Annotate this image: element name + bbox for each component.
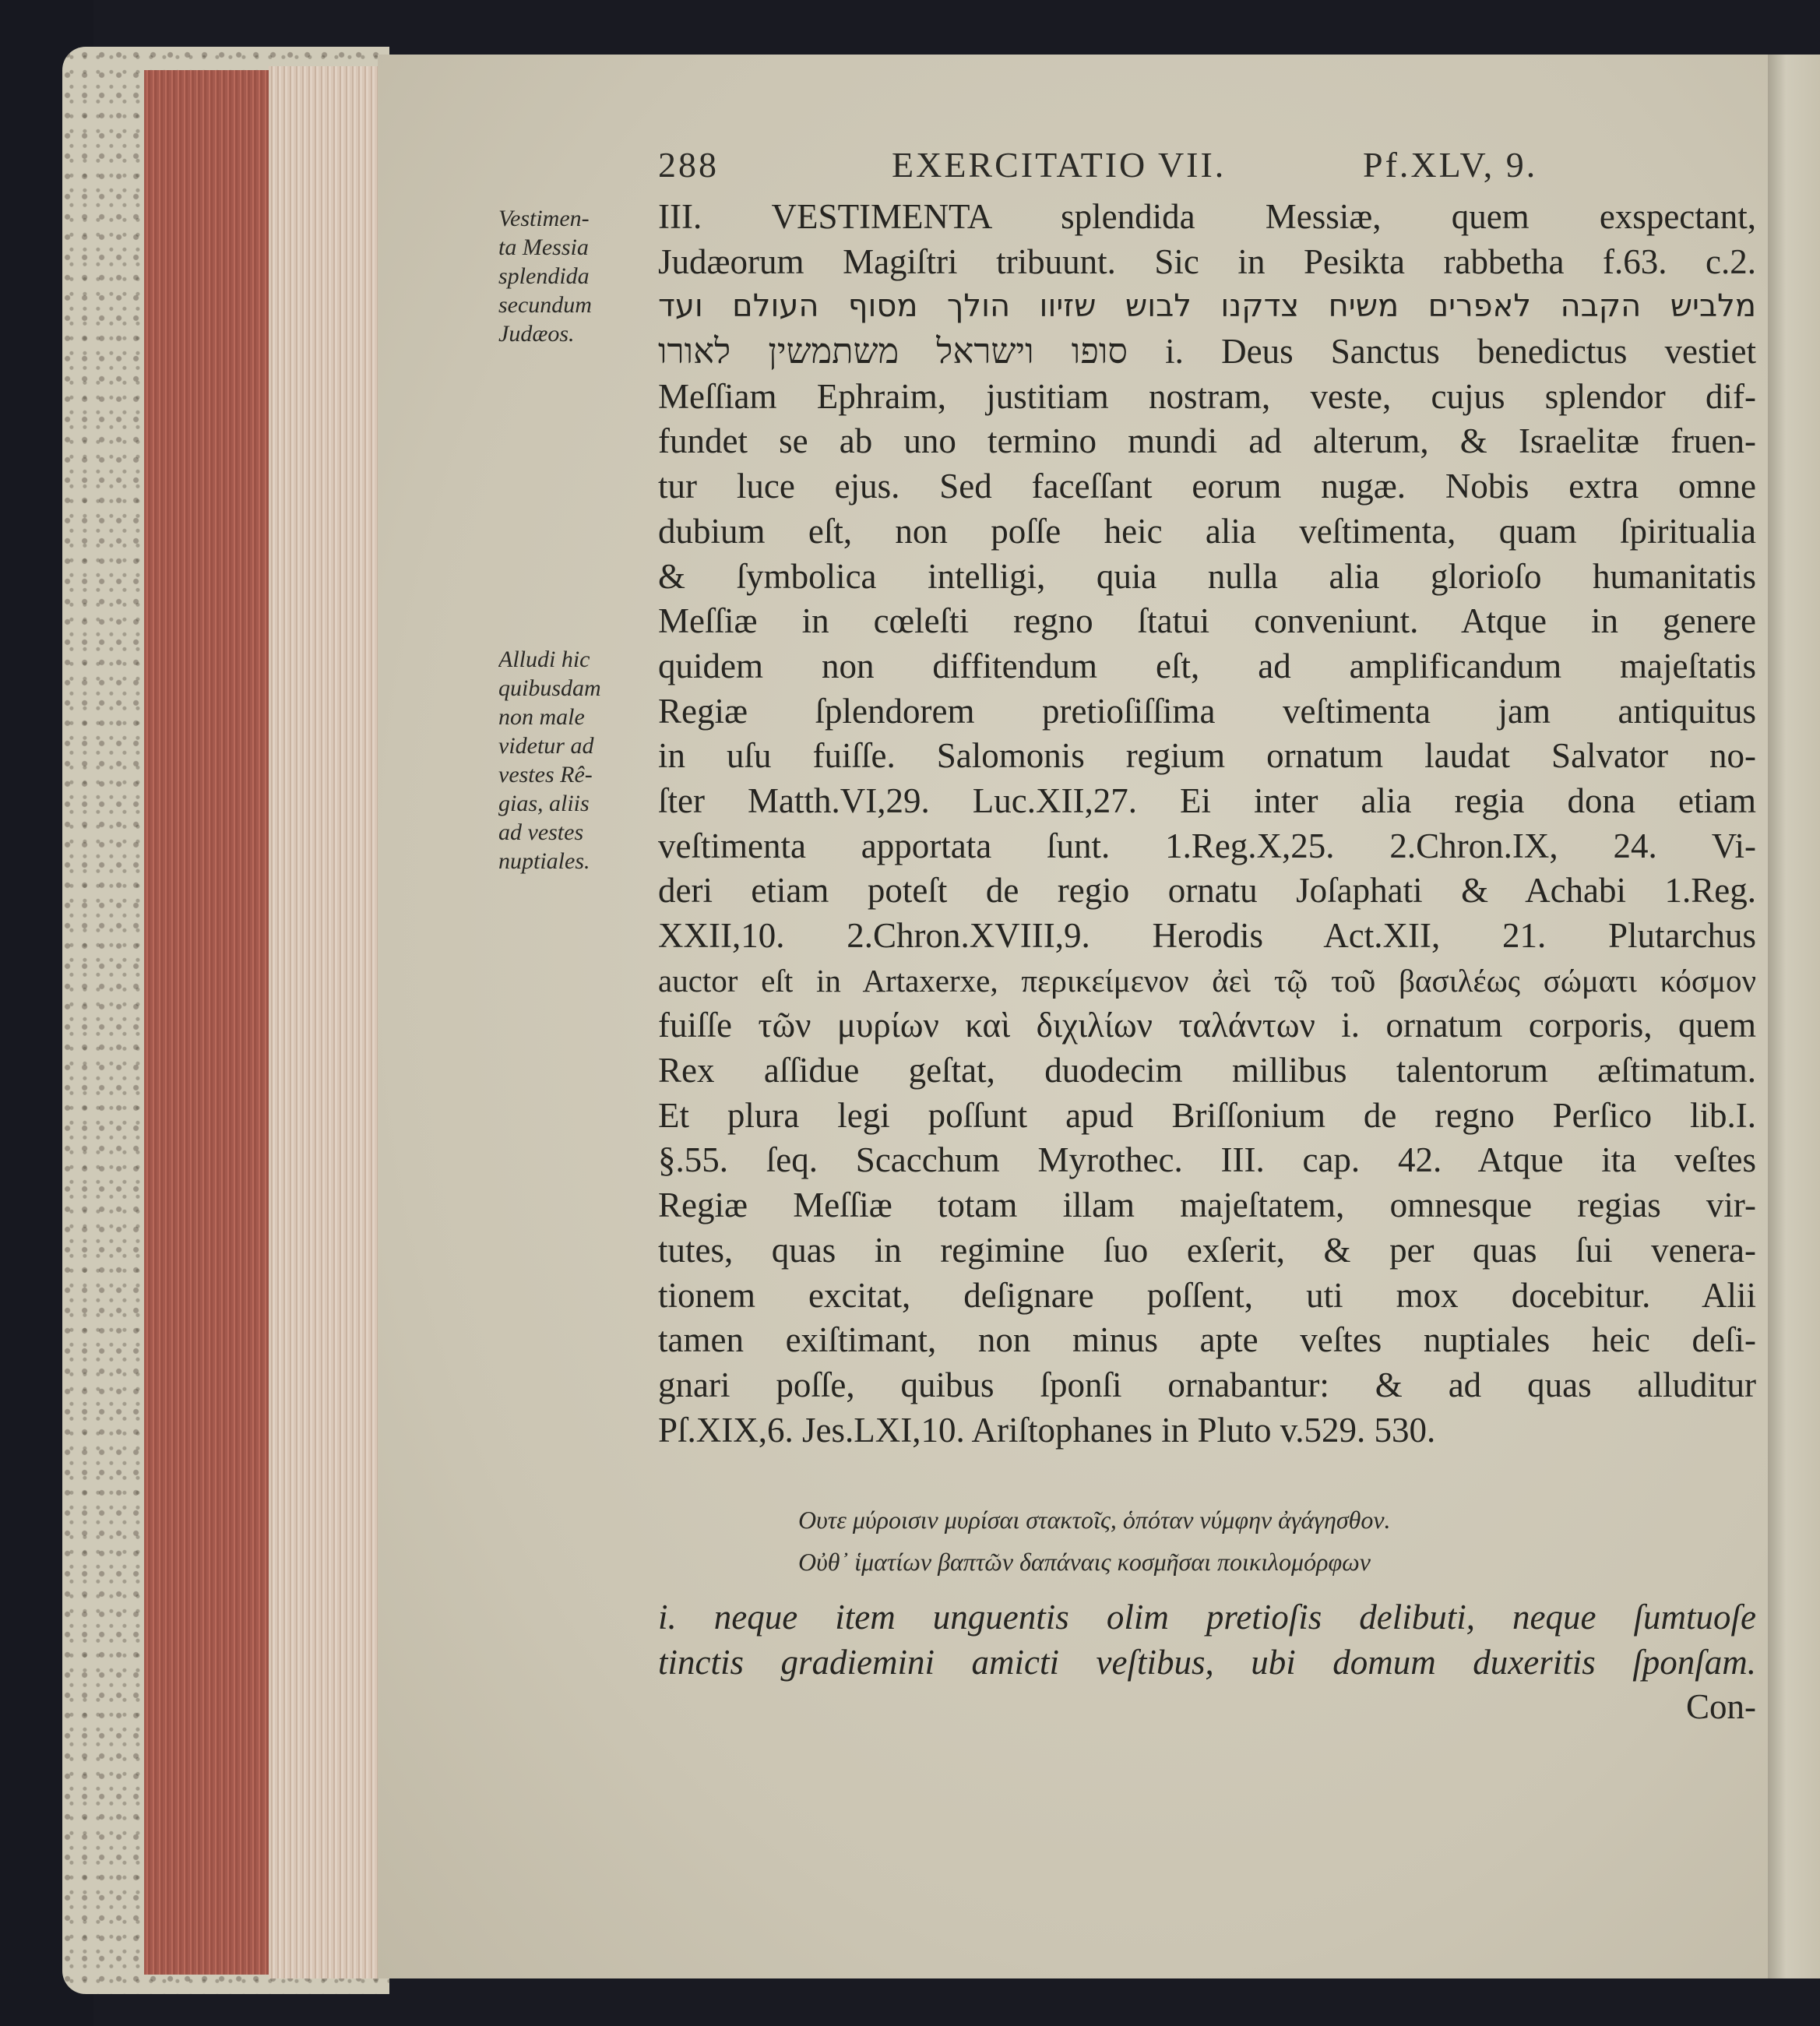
text-line: quidem non diffitendum eſt, ad amplificandum majeſtatis <box>658 646 1756 685</box>
catchword: Con- <box>1686 1687 1756 1727</box>
text-line: in uſu fuiſſe. Salomonis regium ornatum laudat Salvator no- <box>658 736 1756 776</box>
greek-verse <box>798 1499 1733 1583</box>
running-title: EXERCITATIO VII. <box>892 145 1227 185</box>
text-line: tutes, quas in regimine ſuo exſerit, & per quas ſui venera- <box>658 1230 1756 1270</box>
margin-line: quibusdam <box>498 675 601 701</box>
translation <box>658 1595 1756 1730</box>
margin-line: non male <box>498 704 585 730</box>
margin-note-1 <box>498 204 654 348</box>
margin-line: Alludi hic <box>498 647 590 672</box>
text-line: III. VESTIMENTA splendida Messiæ, quem exspectant, <box>658 197 1756 236</box>
margin-note-2 <box>498 645 654 876</box>
margin-line: ad vestes <box>498 819 584 845</box>
text-line: Meſſiam Ephraim, justitiam nostram, veste, cujus splendor dif- <box>658 376 1756 416</box>
text-line: dubium eſt, non poſſe heic alia veſtimenta, quam ſpiritualia <box>658 511 1756 551</box>
margin-line: videtur ad <box>498 733 594 759</box>
text-line: fundet se ab uno termino mundi ad alterum, & Israelitæ fruen- <box>658 421 1756 461</box>
running-head <box>658 144 1569 191</box>
text-line: ſter Matth.VI,29. Luc.XII,27. Ei inter alia regia dona etiam <box>658 780 1756 820</box>
text-line: veſtimenta apportata ſunt. 1.Reg.X,25. 2.Chron.IX, 24. Vi- <box>658 826 1756 865</box>
text-line: Rex aſſidue geſtat, duodecim millibus talentorum æſtimatum. <box>658 1051 1756 1091</box>
verse-line: Οὐθ᾽ ἱματίων βαπτῶν δαπάναις κοσμῆσαι ποικιλομόρφων <box>798 1548 1371 1576</box>
text-line: gnari poſſe, quibus ſponſi ornabantur: & ad quas alluditur <box>658 1365 1756 1404</box>
text-line: סופו וישראל משתמשין לאורו i. Deus Sanctus benedictus vestiet <box>658 332 1756 372</box>
text-line: tur luce ejus. Sed faceſſant eorum nugæ. Nobis extra omne <box>658 467 1756 506</box>
margin-line: ta Messia <box>498 234 589 260</box>
main-text <box>658 195 1756 1453</box>
text-line: §.55. ſeq. Scacchum Myrothec. III. cap. 42. Atque ita veſtes <box>658 1140 1756 1180</box>
text-line: i. neque item unguentis olim pretioſis delibuti, neque ſumtuoſe <box>658 1598 1756 1637</box>
text-line: Regiæ Meſſiæ totam illam majeſtatem, omnesque regias vir- <box>658 1186 1756 1225</box>
text-line: fuiſſe τῶν μυρίων καὶ διχιλίων ταλάντων i. ornatum corporis, quem <box>658 1006 1756 1045</box>
text-line: Meſſiæ in cœleſti regno ſtatui conveniunt. Atque in genere <box>658 601 1756 641</box>
page-gutter <box>1768 55 1820 1978</box>
running-reference: Pf.XLV, 9. <box>1363 145 1538 185</box>
text-line: Regiæ ſplendorem pretioſiſſima veſtimenta jam antiquitus <box>658 691 1756 731</box>
text-line: auctor eſt in Artaxerxe, περικείμενον ἀεὶ τῷ τοῦ βασιλέως σώματι κόσμον <box>658 962 1756 999</box>
hebrew-line: מלביש הקבה לאפרים משיח צדקנו לבוש שזיוו הולך מסוף העולם ועד <box>658 288 1756 325</box>
margin-line: secundum <box>498 292 592 318</box>
text-line: Judæorum Magiſtri tribuunt. Sic in Pesikta rabbetha f.63. c.2. <box>658 241 1756 281</box>
text-line: XXII,10. 2.Chron.XVIII,9. Herodis Act.XII, 21. Plutarchus <box>658 916 1756 955</box>
page-edges-red <box>144 70 269 1975</box>
text-line: Pſ.XIX,6. Jes.LXI,10. Ariſtophanes in Pluto v.529. 530. <box>658 1410 1436 1450</box>
text-line: tionem excitat, deſignare poſſent, uti mox docebitur. Alii <box>658 1275 1756 1315</box>
text-line: deri etiam poteſt de regio ornatu Joſaphati & Achabi 1.Reg. <box>658 871 1756 911</box>
text-line: tamen exiſtimant, non minus apte veſtes nuptiales heic deſi- <box>658 1320 1756 1360</box>
verse-line: Ουτε μύροισιν μυρίσαι στακτοῖς, ὁπόταν νύμφην ἀγάγησθον. <box>798 1506 1391 1534</box>
page-number: 288 <box>658 145 719 185</box>
margin-line: gias, aliis <box>498 791 590 816</box>
margin-line: splendida <box>498 263 590 289</box>
text-line: & ſymbolica intelligi, quia nulla alia glorioſo humanitatis <box>658 556 1756 596</box>
text-line: Et plura legi poſſunt apud Briſſonium de regno Perſico lib.I. <box>658 1095 1756 1135</box>
margin-line: vestes Rê- <box>498 762 593 787</box>
text-line: tinctis gradiemini amicti veſtibus, ubi domum duxeritis ſponſam. <box>658 1642 1756 1682</box>
page-edges-pale <box>269 66 378 1978</box>
margin-line: Judæos. <box>498 321 575 347</box>
margin-line: nuptiales. <box>498 848 590 874</box>
margin-line: Vestimen- <box>498 206 590 231</box>
